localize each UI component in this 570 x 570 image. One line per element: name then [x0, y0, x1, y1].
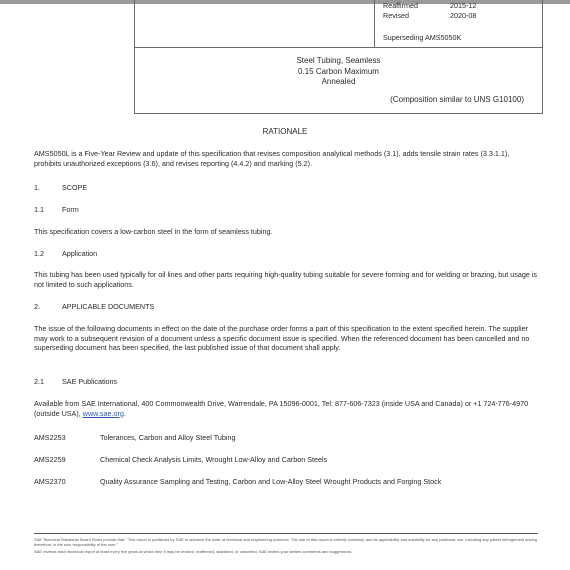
section-number: 2.1: [34, 377, 44, 386]
reference-code: AMS2370: [34, 477, 66, 486]
section-title: Form: [62, 205, 79, 214]
superseding-note: Superseding AMS5050K: [383, 33, 462, 42]
sae-availability-text: Available from SAE International, 400 Commonwealth Drive, Warrendale, PA 15096-0001, Tel: 877-606-7323 (inside USA and Canada) or +1 724-776-4970 (outside USA),: [34, 399, 529, 418]
header-vertical-divider: [374, 0, 375, 47]
section-title: SCOPE: [62, 183, 88, 192]
revised-row: [383, 11, 476, 20]
revised-value: 2020-08: [450, 11, 477, 20]
section-1-1-heading: [34, 205, 79, 214]
reference-code: AMS2259: [34, 455, 66, 464]
reference-title: Chemical Check Analysis Limits, Wrought Low-Alloy and Carbon Steels: [100, 455, 328, 464]
reference-item: [34, 433, 544, 442]
title-line-2: 0.15 Carbon Maximum: [298, 66, 379, 76]
rationale-heading: RATIONALE: [262, 127, 308, 136]
footer-notice-2: SAE reviews each technical report at least every five years at which time it may be revised, reaffirmed, stabilized, or cancelled. SAE invites your written comments and suggestions.: [34, 549, 353, 554]
footer-divider: [34, 533, 538, 534]
title-line-1: Steel Tubing, Seamless: [296, 56, 381, 65]
header-box: [134, 0, 543, 114]
sentence-end: .: [123, 408, 126, 418]
section-1-2-text: This tubing has been used typically for oil lines and other parts requiring high-quality tubing suitable for severe forming and for welding or brazing, but usage is not limited to such applications.: [34, 270, 538, 289]
reference-code: AMS2253: [34, 433, 66, 442]
section-number: 2.: [34, 302, 40, 311]
section-number: 1.: [34, 183, 40, 192]
reference-item: [34, 477, 544, 486]
sae-website-link[interactable]: www.sae.org: [82, 408, 124, 418]
section-title: APPLICABLE DOCUMENTS: [62, 302, 155, 311]
section-1-2-heading: [34, 249, 97, 258]
document-title: [135, 56, 542, 88]
reference-title: Tolerances, Carbon and Alloy Steel Tubing: [100, 433, 236, 442]
footer-notice-1: SAE Technical Standards Board Rules provide that: "This report is published by SAE to advance the state of technical and engineering sciences. The use of this report is entirely voluntary, and its applicability and suitability for any particular use, including any patent infringement arising therefrom, is the sole responsibility of the user.": [34, 537, 538, 547]
section-number: 1.2: [34, 249, 44, 258]
reference-item: [34, 455, 544, 464]
section-1-1-text: This specification covers a low-carbon steel in the form of seamless tubing.: [34, 227, 273, 236]
section-title: SAE Publications: [62, 377, 118, 386]
composition-note: (Composition similar to UNS G10100): [390, 95, 524, 104]
section-title: Application: [62, 249, 98, 258]
reaffirmed-label: Reaffirmed: [383, 1, 419, 10]
reference-title: Quality Assurance Sampling and Testing, Carbon and Low-Alloy Steel Wrought Products and Forging Stock: [100, 477, 442, 486]
reaffirmed-row: [383, 1, 476, 10]
section-2-text: The issue of the following documents in effect on the date of the purchase order forms a part of this specification to the extent specified herein. The supplier may work to a subsequent revision of a document unless a specific document issue is specified. When the referenced document has been cancelled and no superseding document has been specified, the last published issue of that document shall apply.: [34, 324, 530, 353]
header-horizontal-divider: [135, 47, 542, 48]
revised-label: Revised: [383, 11, 409, 20]
reaffirmed-value: 2015-12: [450, 1, 477, 10]
section-2-1-heading: [34, 377, 117, 386]
section-number: 1.1: [34, 205, 44, 214]
section-2-1-text: [34, 399, 538, 418]
section-2-heading: [34, 302, 154, 311]
rationale-text: AMS5050L is a Five-Year Review and update of this specification that revises composition analytical methods (3.1), adds tensile strain rates (3.3.1.1), prohibits unauthorized exceptions (3.6), and revises reporting (4.4.2) and marking (5.2).: [34, 149, 510, 168]
section-1-heading: [34, 183, 87, 192]
title-line-3: Annealed: [321, 77, 356, 86]
